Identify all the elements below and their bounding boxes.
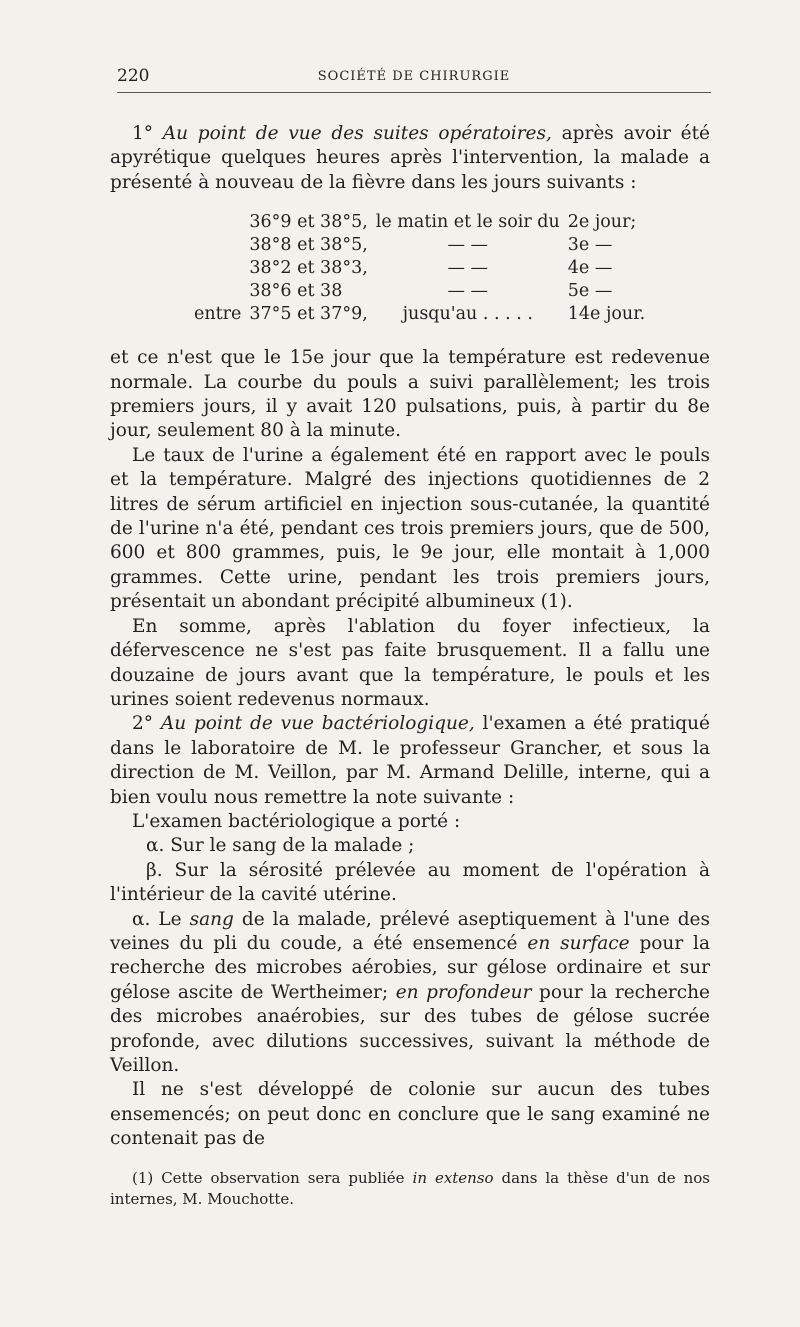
row-mid: — — (447, 235, 489, 256)
paragraph-text: pour la recherche des microbes aérobies, sur gélose ordinaire et sur gélose ascite de Wertheimer; (110, 932, 711, 1003)
row-prefix (190, 280, 245, 303)
temperature-row (190, 303, 649, 326)
list-item-beta: β. Sur la sérosité prélevée au moment de l'opération à l'intérieur de la cavité utérine. (110, 859, 710, 906)
row-mid: le matin et le soir du (375, 212, 560, 233)
temperature-row (190, 280, 649, 303)
row-mid: jusqu'au . . . . . (402, 304, 533, 325)
page-header (117, 64, 711, 93)
row-values: 38°6 et 38 (249, 281, 343, 302)
emphasis: in extenso (412, 1169, 494, 1187)
paragraph-9 (110, 908, 710, 1079)
row-values: 38°8 et 38°5, (249, 235, 368, 256)
row-prefix (190, 234, 245, 257)
section-heading: Au point de vue des suites opératoires, (162, 123, 552, 144)
paragraph-text: l'examen a été pratiqué dans le laboratoire de M. le professeur Grancher, et sous la direction de M. Veillon, par M. Armand Delille, interne, qui a bien voulu nous remettre la note suivante : (110, 713, 710, 808)
row-prefix: entre (194, 304, 242, 325)
row-prefix (190, 211, 245, 234)
row-day: 14e jour. (567, 304, 646, 325)
row-values: 38°2 et 38°3, (249, 258, 368, 279)
row-mid: — — (447, 281, 489, 302)
row-values: 36°9 et 38°5, (249, 212, 368, 233)
paragraph-2: et ce n'est que le 15e jour que la température est redevenue normale. La courbe du pouls a suivi parallèlement; les trois premiers jours, il y avait 120 pulsations, puis, à partir du 8e jour, seulement 80 à la minute. (110, 347, 710, 442)
body-text (110, 122, 710, 1152)
running-head: SOCIÉTÉ DE CHIRURGIE (317, 69, 511, 84)
footnote-part: dans la thèse d'un de nos internes, M. Mouchotte. (110, 1169, 711, 1208)
footnote-text (110, 1168, 710, 1210)
row-day: 4e — (567, 258, 613, 279)
temperature-table (190, 211, 649, 326)
temperature-row (190, 257, 649, 280)
row-day: 2e jour; (567, 212, 637, 233)
paragraph-text: pour la recherche des microbes anaérobies, sur des tubes de gélose sucrée profonde, avec dilutions successives, suivant la méthode de Veillon. (110, 981, 710, 1076)
row-values: 37°5 et 37°9, (249, 304, 368, 325)
section-number: 2° (132, 713, 161, 735)
section-number: 1° (132, 123, 163, 144)
paragraph-5 (110, 712, 710, 810)
paragraph-4: En somme, après l'ablation du foyer infectieux, la défervescence ne s'est pas faite brusquement. Il a fallu une douzaine de jours avant que la température, le pouls et les urines soient redevenus normaux. (110, 615, 710, 710)
paragraph-3: Le taux de l'urine a également été en rapport avec le pouls et la température. Malgré des injections quotidiennes de 2 litres de sérum artificiel en injection sous-cutanée, la quantité de l'urine n'a été, pendant ces trois premiers jours, que de 500, 600 et 800 grammes, puis, le 9e jour, elle montait à 1,000 grammes. Cette urine, pendant les trois premiers jours, présentait un abondant précipité albumineux (1). (110, 444, 710, 613)
emphasis: en profondeur (395, 981, 532, 1003)
row-day: 3e — (567, 235, 613, 256)
paragraph-text: α. Le (132, 908, 190, 930)
row-mid: — — (447, 258, 489, 279)
temperature-row (190, 211, 649, 234)
row-prefix (190, 257, 245, 280)
page-number: 220 (117, 66, 150, 86)
footnote-part: (1) Cette observation sera publiée (132, 1169, 413, 1187)
footnote (110, 1168, 710, 1210)
section-heading: Au point de vue bactériologique, (160, 713, 475, 735)
paragraph-text: de la malade, prélevé aseptiquement à l'une des veines du pli du coude, a été ensemencé (110, 908, 710, 954)
paragraph-10: Il ne s'est développé de colonie sur aucun des tubes ensemencés; on peut donc en conclure que le sang examiné ne contenait pas de (110, 1079, 710, 1150)
emphasis: en surface (527, 932, 630, 954)
list-item-alpha: α. Sur le sang de la malade ; (146, 835, 415, 857)
paragraph-1 (110, 122, 710, 195)
temperature-row (190, 234, 649, 257)
paragraph-text: après avoir été apyrétique quelques heures après l'intervention, la malade a présenté à nouveau de la fièvre dans les jours suivants : (110, 123, 711, 193)
row-day: 5e — (567, 281, 613, 302)
paragraph-6: L'examen bactériologique a porté : (132, 810, 461, 832)
emphasis: sang (189, 908, 234, 930)
